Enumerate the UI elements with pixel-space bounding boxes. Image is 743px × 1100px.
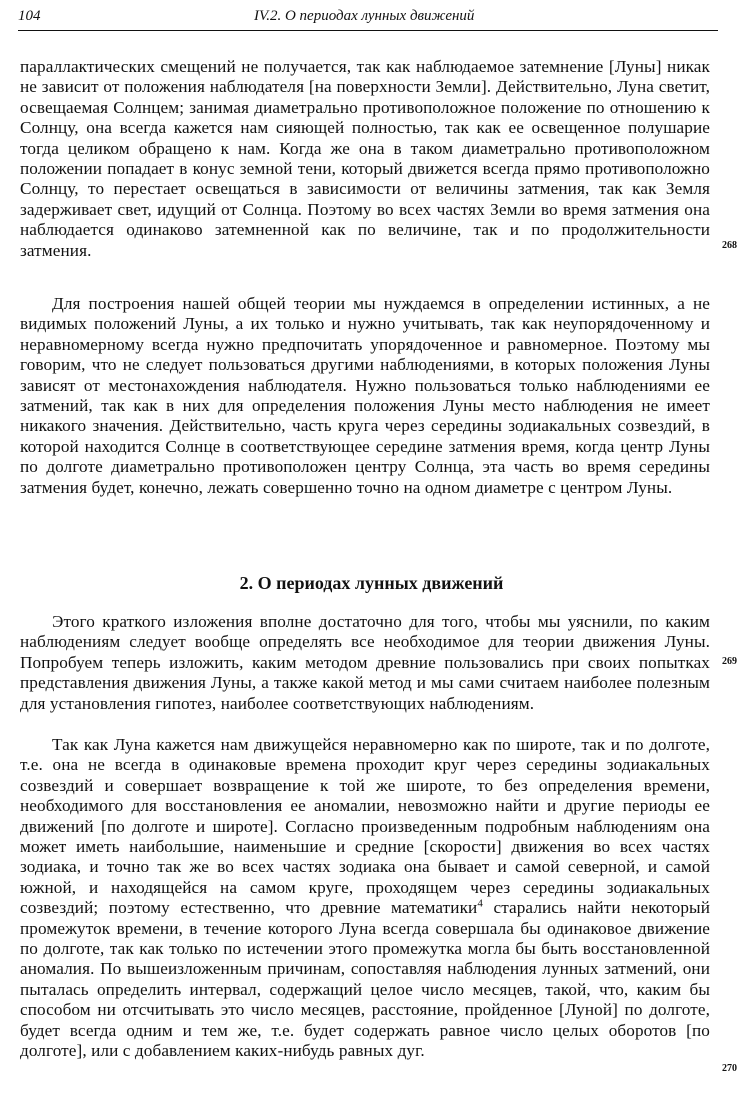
running-title: IV.2. О периодах лунных движений (254, 8, 475, 24)
paragraph-1: параллактических смещений не получается, так как наблюдаемое затемнение [Луны] никак не зависит от положения наблюдателя [на поверхности Земли]. Действительно, Луна светит, освещаемая Солнцем; занимая диаметрально противоположное положение по отношению к Солнцу, она всегда кажется нам сияющей полностью, так как ее освещенное полушарие тогда целиком обращено к нам. Когда же она в таком диаметрально противоположном положении попадает в конус земной тени, который движется всегда прямо противоположно Солнцу, то перестает освещаться в зависимости от величины затмения, так как Земля задерживает свет, идущий от Солнца. Поэтому во всех частях Земли во время затмения она наблюдается одинаково затемненной как по величине, так и по продолжительности затмения. (20, 57, 710, 260)
paragraph-3: Этого краткого изложения вполне достаточно для того, чтобы мы уяснили, по каким наблюдениям следует вообще определять все необходимое для теории движения Луны. Попробуем теперь изложить, каким методом древние пользовались при своих попытках представления движения Луны, а также какой метод и мы сами считаем наиболее полезным для установления гипотез, наиболее соответствующих наблюдениям. (20, 612, 710, 713)
running-header (18, 4, 718, 31)
margin-number-270: 270 (722, 1063, 737, 1074)
paragraph-4 (20, 735, 710, 1062)
footnote-marker-4[interactable]: 4 (477, 897, 483, 910)
section-heading: 2. О периодах лунных движений (239, 573, 504, 593)
paragraph-4-part-b: старались найти некоторый промежуток времени, в течение которого Луна всегда совершала бы одинаковое движение по долготе, так как только по истечении этого промежутка могла бы быть восстановленной аномалия. По вышеизложенным причинам, сопоставляя наблюдения лунных затмений, они пыталась определить интервал, содержащий целое число месяцев, такой, что, каким бы способом ни отсчитывать это число месяцев, расстояние, пройденное [Луной] по долготе, будет всегда одним и тем же, т.е. будет содержать равное число целых оборотов [по долготе], или с добавлением каких-нибудь равных дуг. (20, 898, 710, 1061)
margin-number-268: 268 (722, 240, 737, 251)
paragraph-2: Для построения нашей общей теории мы нуждаемся в определении истинных, а не видимых положений Луны, а их только и нужно учитывать, так как неупорядоченному и неравномерному всегда нужно предпочитать упорядоченное и равномерное. Поэтому мы говорим, что не следует пользоваться другими наблюдениями, в которых положения Луны зависят от местонахождения наблюдателя. Нужно пользоваться только наблюдениями ее затмений, так как в них для определения положения Луны место наблюдения не имеет никакого значения. Действительно, часть круга через середины зодиакальных созвездий, в которой находится Солнце в соответствующее середине затмения время, когда центр Луны по долготе диаметрально противоположен центру Солнца, эта часть во время середины затмения будет, конечно, лежать совершенно точно на одном диаметре с центром Луны. (20, 294, 710, 497)
page-number: 104 (18, 8, 41, 24)
margin-number-269: 269 (722, 656, 737, 667)
paragraph-4-part-a: Так как Луна кажется нам движущейся неравномерно как по широте, так и по долготе, т.е. она не всегда в одинаковые времена проходит круг через середины зодиакальных созвездий и совершает возвращение к той же широте, то без определения времени, необходимого для восстановления ее аномалии, невозможно найти и другие периоды ее движений [по долготе и широте]. Согласно произведенным подробным наблюдениям она может иметь наибольшие, наименьшие и средние [скорости] движения во всех частях зодиака, и точно так же во всех частях зодиака она бывает и самой северной, и самой южной, и находящейся на самом круге, проходящем через середины зодиакальных созвездий; поэтому естественно, что древние математики (20, 735, 710, 918)
